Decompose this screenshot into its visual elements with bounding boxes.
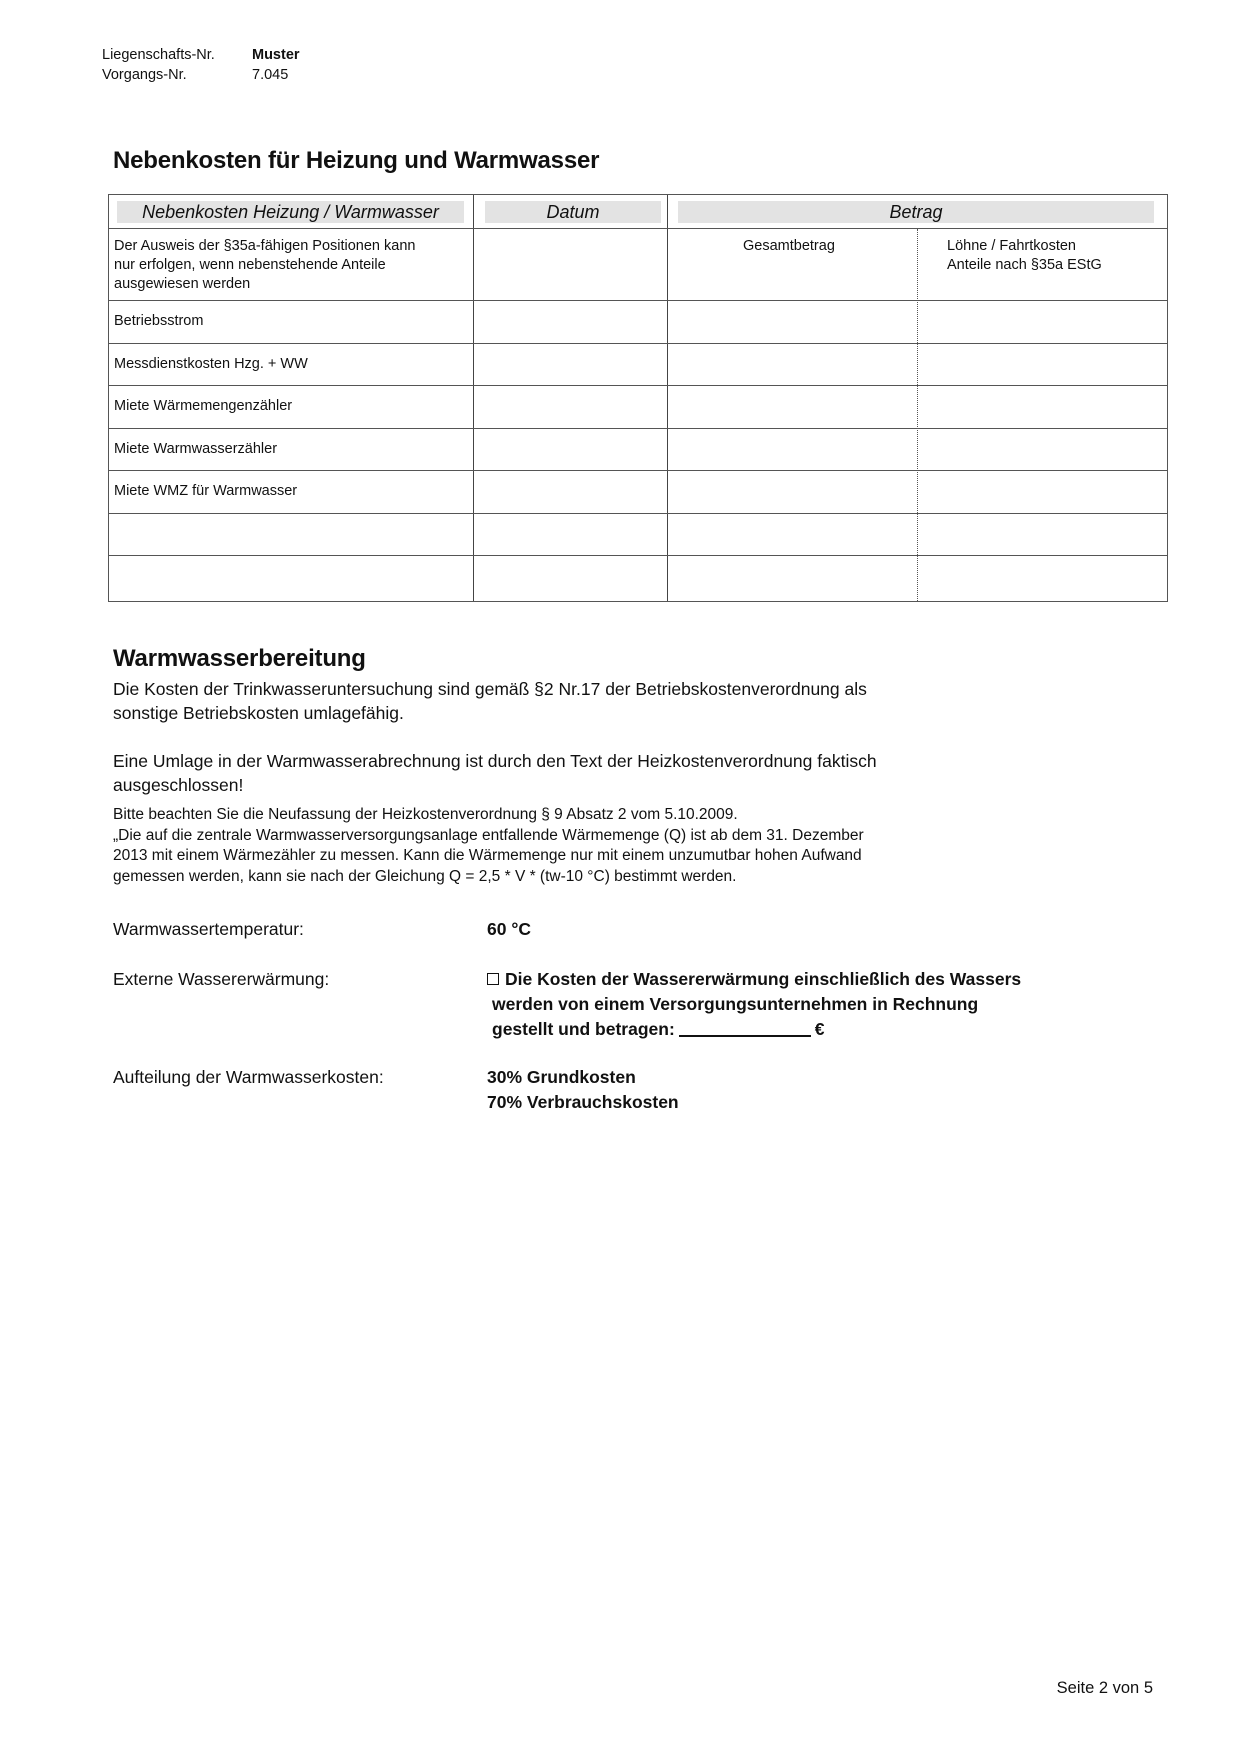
external-heating-text: gestellt und betragen:: [492, 1019, 675, 1039]
note-line: gemessen werden, kann sie nach der Gleichung Q = 2,5 * V * (tw-10 °C) bestimmt werden.: [113, 867, 737, 885]
row-divider: [109, 555, 1167, 556]
external-amount-blank[interactable]: [679, 1019, 811, 1037]
row-divider: [109, 343, 1167, 344]
row-label-water-meter-rent: Miete Warmwasserzähler: [114, 441, 278, 457]
process-number-row: [102, 65, 300, 85]
intro-note-line: nur erfolgen, wenn nebenstehende Anteile: [114, 257, 386, 273]
external-heating-text: werden von einem Versorgungsunternehmen in Rechnung: [492, 994, 979, 1014]
section-title-costs: Nebenkosten für Heizung und Warmwasser: [113, 147, 600, 174]
intro-note-line: ausgewiesen werden: [114, 276, 251, 292]
intro-note: [114, 237, 415, 294]
column-divider: [667, 195, 668, 601]
row-divider: [109, 228, 1167, 229]
paragraph-line: Eine Umlage in der Warmwasserabrechnung ist durch den Text der Heizkostenverordnung faktisch: [113, 751, 877, 771]
process-number-label: Vorgangs-Nr.: [102, 67, 187, 83]
regulation-note: [113, 805, 973, 887]
external-heating-checkbox[interactable]: [487, 973, 499, 985]
paragraph-line: sonstige Betriebskosten umlagefähig.: [113, 703, 404, 723]
cost-split-base: 30% Grundkosten: [487, 1067, 636, 1087]
external-heating-amount-line: [487, 1017, 1021, 1042]
subheader-share-line: Anteile nach §35a EStG: [947, 257, 1102, 273]
subheader-share: [947, 237, 1102, 275]
property-number-value: Muster: [252, 47, 300, 63]
column-header-amount: Betrag: [678, 201, 1154, 223]
dotted-column-divider: [917, 229, 918, 601]
paragraph-inspection-costs: [113, 677, 973, 725]
row-divider: [109, 428, 1167, 429]
subheader-share-line: Löhne / Fahrtkosten: [947, 238, 1076, 254]
row-divider: [109, 513, 1167, 514]
property-number-label: Liegenschafts-Nr.: [102, 47, 215, 63]
external-heating-option: [487, 967, 1021, 1042]
section-title-hot-water: Warmwasserbereitung: [113, 645, 366, 672]
row-divider: [109, 300, 1167, 301]
cost-split-consumption: 70% Verbrauchskosten: [487, 1092, 679, 1112]
paragraph-line: ausgeschlossen!: [113, 775, 244, 795]
external-heating-label: Externe Wassererwärmung:: [113, 969, 330, 989]
temperature-label: Warmwassertemperatur:: [113, 919, 304, 939]
cost-split-values: [487, 1065, 679, 1115]
note-line: Bitte beachten Sie die Neufassung der Heizkostenverordnung § 9 Absatz 2 vom 5.10.2009.: [113, 806, 738, 823]
external-heating-line: [487, 967, 1021, 992]
column-header-costs: Nebenkosten Heizung / Warmwasser: [117, 201, 464, 223]
external-heating-text: Die Kosten der Wassererwärmung einschließlich des Wassers: [505, 969, 1022, 989]
intro-note-line: Der Ausweis der §35a-fähigen Positionen kann: [114, 238, 416, 254]
row-divider: [109, 385, 1167, 386]
column-divider: [473, 195, 474, 601]
note-line: 2013 mit einem Wärmezähler zu messen. Kann die Wärmemenge nur mit einem unzumutbar hohen Aufwand: [113, 847, 862, 864]
row-label-heat-meter-rent: Miete Wärmemengenzähler: [114, 398, 293, 414]
cost-split-label: Aufteilung der Warmwasserkosten:: [113, 1067, 384, 1087]
row-label-metering-costs: Messdienstkosten Hzg. + WW: [114, 356, 308, 372]
temperature-value: 60 °C: [487, 919, 531, 939]
row-divider: [109, 470, 1167, 471]
currency-symbol: €: [814, 1019, 825, 1039]
note-line: „Die auf die zentrale Warmwasserversorgungsanlage entfallende Wärmemenge (Q) ist ab dem 31. Dezember: [113, 826, 864, 844]
document-meta: [102, 45, 300, 85]
row-label-wmz-rent: Miete WMZ für Warmwasser: [114, 483, 298, 499]
paragraph-line: Die Kosten der Trinkwasseruntersuchung sind gemäß §2 Nr.17 der Betriebskostenverordnung als: [113, 679, 867, 699]
costs-table: [108, 194, 1168, 602]
row-label-operating-power: Betriebsstrom: [114, 313, 204, 329]
subheader-total: Gesamtbetrag: [743, 238, 835, 254]
process-number-value: 7.045: [252, 67, 289, 83]
column-header-date: Datum: [485, 201, 661, 223]
paragraph-allocation-excluded: [113, 749, 973, 797]
page-number: Seite 2 von 5: [1056, 1679, 1153, 1697]
property-number-row: [102, 45, 300, 65]
